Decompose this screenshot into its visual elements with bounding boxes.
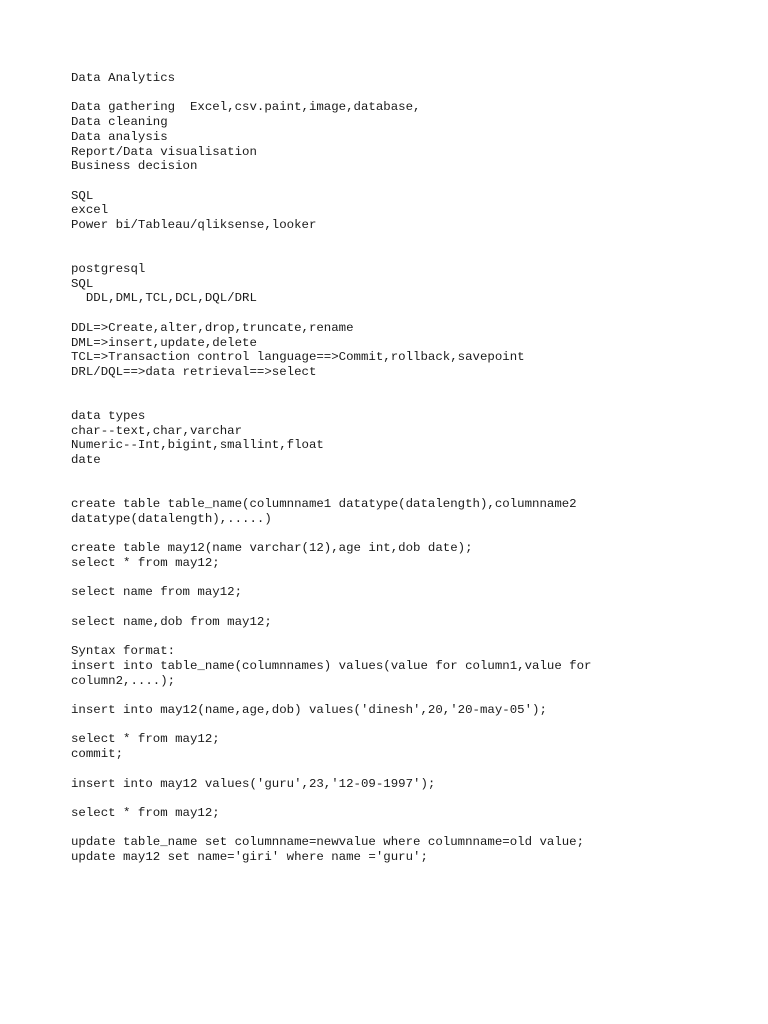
text-line: DDL,DML,TCL,DCL,DQL/DRL <box>71 291 257 306</box>
text-line: date <box>71 453 101 468</box>
text-line: excel <box>71 203 109 218</box>
blank-line <box>71 468 731 483</box>
blank-line <box>71 821 731 836</box>
text-line: Data gathering Excel,csv.paint,image,database, <box>71 100 421 115</box>
text-line: Syntax format: <box>71 644 176 659</box>
blank-line <box>71 630 731 645</box>
text-line: datatype(datalength),.....) <box>71 511 272 526</box>
text-line: data types <box>71 409 146 424</box>
blank-line <box>71 527 731 542</box>
blank-line <box>71 174 731 189</box>
text-line: create table may12(name varchar(12),age int,dob date); <box>71 541 473 556</box>
text-line: DRL/DQL==>data retrieval==>select <box>71 364 317 379</box>
text-line: Report/Data visualisation <box>71 144 257 159</box>
text-line: Data Analytics <box>71 71 176 85</box>
text-line: column2,....); <box>71 673 176 688</box>
blank-line <box>71 571 731 586</box>
text-line: select name,dob from may12; <box>71 614 272 629</box>
text-line: postgresql <box>71 262 146 277</box>
blank-line <box>71 247 731 262</box>
text-line: create table table_name(columnname1 datatype(datalength),columnname2 <box>71 497 577 512</box>
blank-line <box>71 718 731 733</box>
text-line: select * from may12; <box>71 556 220 571</box>
text-line: Business decision <box>71 159 198 174</box>
text-line: TCL=>Transaction control language==>Commit,rollback,savepoint <box>71 350 525 365</box>
text-line: select * from may12; <box>71 805 220 820</box>
blank-line <box>71 688 731 703</box>
blank-line <box>71 762 731 777</box>
text-line: insert into may12(name,age,dob) values('dinesh',20,'20-may-05'); <box>71 703 547 718</box>
text-line: Data cleaning <box>71 115 168 130</box>
text-line: Numeric--Int,bigint,smallint,float <box>71 438 324 453</box>
text-line: select * from may12; <box>71 732 220 747</box>
text-line: SQL <box>71 188 94 203</box>
blank-line <box>71 380 731 395</box>
text-line: Power bi/Tableau/qliksense,looker <box>71 218 317 232</box>
text-line: update table_name set columnname=newvalue where columnname=old value; <box>71 835 585 850</box>
blank-line <box>71 306 731 321</box>
text-line: Data analysis <box>71 129 168 144</box>
text-line: select name from may12; <box>71 585 243 600</box>
text-line: commit; <box>71 747 124 762</box>
text-line: insert into may12 values('guru',23,'12-09-1997'); <box>71 776 436 791</box>
text-line: SQL <box>71 276 94 291</box>
text-line: update may12 set name='giri' where name ='guru'; <box>71 849 428 864</box>
blank-line <box>71 394 731 409</box>
text-line: DDL=>Create,alter,drop,truncate,rename <box>71 320 354 335</box>
blank-line <box>71 86 731 101</box>
blank-line <box>71 600 731 615</box>
document-page <box>71 71 731 865</box>
text-line: char--text,char,varchar <box>71 423 243 438</box>
text-line: DML=>insert,update,delete <box>71 335 257 350</box>
blank-line <box>71 483 731 498</box>
blank-line <box>71 233 731 248</box>
text-line: insert into table_name(columnnames) values(value for column1,value for <box>71 658 592 673</box>
blank-line <box>71 791 731 806</box>
